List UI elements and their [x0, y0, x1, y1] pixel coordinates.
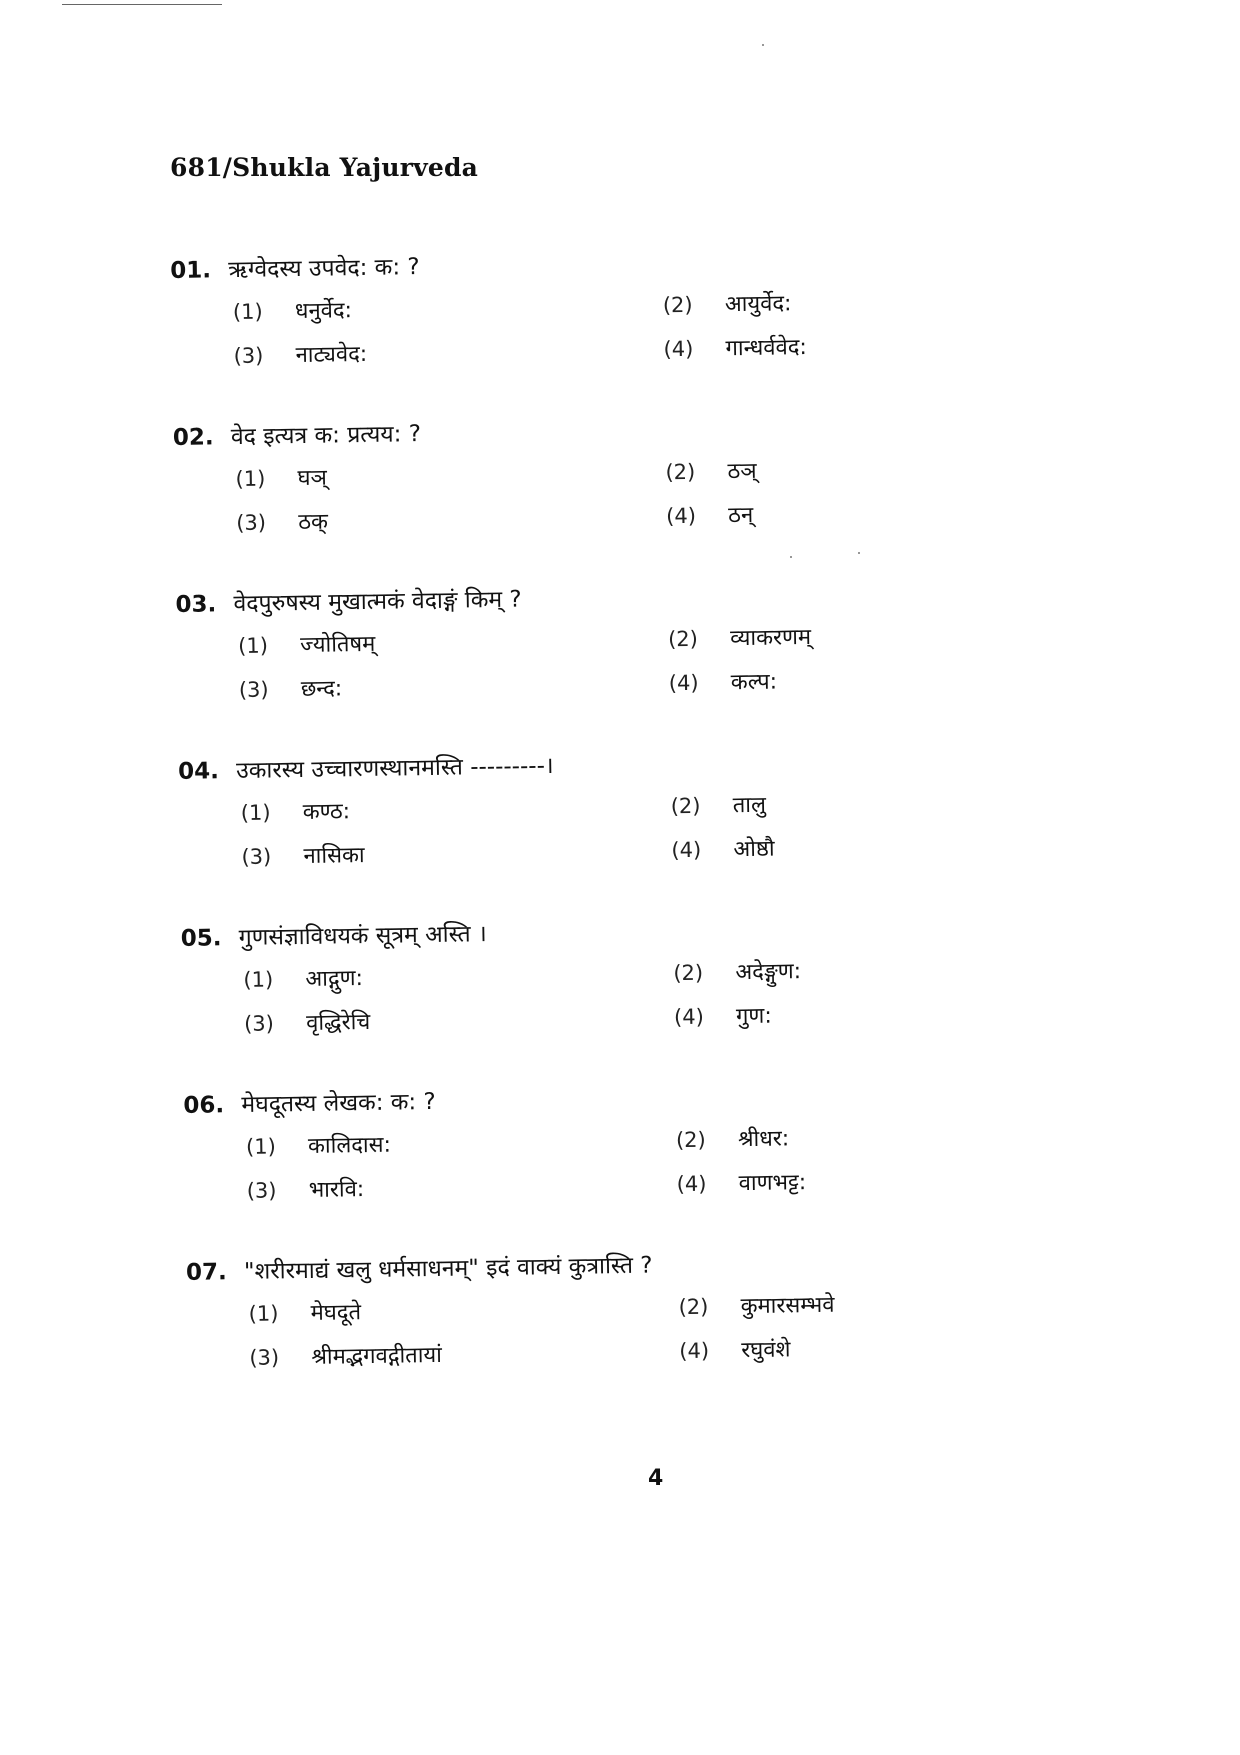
- option-text: वृद्धिरेचि: [305, 1009, 371, 1036]
- question-item: [183, 1074, 1086, 1255]
- option-4: [671, 829, 972, 878]
- question-number: 06.: [183, 1092, 225, 1119]
- options-grid: [241, 784, 1080, 885]
- question-number: 01.: [170, 257, 212, 284]
- question-text: उकारस्य उच्चारणस्थानमस्ति ---------।: [235, 753, 554, 785]
- option-number: (1): [235, 466, 266, 491]
- options-grid: [246, 1118, 1085, 1219]
- option-text: छन्द:: [300, 676, 343, 702]
- option-text: धनुर्वेद:: [294, 298, 353, 325]
- option-text: ज्योतिषम्: [299, 631, 376, 659]
- option-number: (2): [662, 292, 693, 318]
- option-4: [666, 496, 967, 545]
- option-text: ठन्: [727, 502, 754, 529]
- option-text: ठक्: [298, 509, 329, 536]
- option-number: (2): [673, 960, 704, 986]
- question-number: 02.: [172, 424, 214, 451]
- option-number: (4): [663, 336, 694, 362]
- option-number: (1): [243, 967, 274, 992]
- option-text: कुमारसम्भवे: [740, 1292, 835, 1320]
- option-2: [676, 1119, 977, 1168]
- option-text: श्रीमद्भगवद्गीतायां: [311, 1342, 443, 1370]
- option-number: (3): [233, 343, 264, 369]
- options-grid: [243, 951, 1082, 1052]
- option-text: आयुर्वेद:: [724, 291, 792, 318]
- question-text: वेदपुरुषस्य मुखात्मकं वेदाङ्गं किम् ?: [233, 586, 522, 618]
- option-number: (1): [240, 800, 271, 825]
- question-text: "शरीरमाद्यं खलु धर्मसाधनम्" इदं वाक्यं कुत्रास्ति ?: [243, 1252, 653, 1285]
- option-4: [669, 663, 970, 712]
- question-item: [186, 1241, 1089, 1422]
- option-2: [668, 619, 969, 668]
- question-text: ऋग्वेदस्य उपवेद: क: ?: [228, 254, 420, 284]
- option-4: [674, 996, 975, 1045]
- option-text: कालिदास:: [307, 1132, 392, 1159]
- paper-title: 681/Shukla Yajurveda: [170, 153, 479, 182]
- option-number: (2): [667, 626, 699, 652]
- option-1: [238, 623, 669, 674]
- option-number: (3): [249, 1345, 280, 1370]
- option-text: कण्ठ:: [302, 799, 351, 825]
- option-2: [670, 785, 971, 834]
- option-number: (2): [670, 793, 701, 819]
- option-number: (1): [248, 1301, 279, 1326]
- option-4: [676, 1163, 977, 1212]
- option-number: (2): [678, 1294, 709, 1320]
- option-text: नासिका: [303, 843, 365, 869]
- question-item: [175, 573, 1078, 754]
- question-list: [170, 239, 1088, 1422]
- option-text: वाणभट्ट:: [738, 1170, 807, 1197]
- option-4: [663, 329, 964, 378]
- question-item: [170, 239, 1073, 420]
- options-grid: [233, 283, 1072, 384]
- option-text: मेघदूते: [310, 1300, 362, 1326]
- option-text: ठञ्: [727, 458, 757, 485]
- option-text: आद्गुण:: [305, 966, 364, 992]
- option-number: (4): [673, 1004, 705, 1030]
- option-number: (4): [671, 837, 702, 863]
- question-text: वेद इत्यत्र क: प्रत्यय: ?: [230, 421, 422, 451]
- option-text: नाट्यवेद:: [295, 341, 368, 369]
- option-1: [243, 957, 674, 1008]
- option-text: श्रीधर:: [737, 1126, 790, 1153]
- option-4: [679, 1330, 980, 1379]
- question-number: 07.: [185, 1259, 227, 1286]
- option-text: गुण:: [735, 1003, 772, 1030]
- option-text: तालु: [732, 792, 767, 819]
- option-number: (3): [246, 1178, 277, 1203]
- options-grid: [248, 1285, 1087, 1386]
- option-2: [663, 285, 964, 334]
- option-text: भारवि:: [308, 1177, 365, 1203]
- option-1: [235, 456, 666, 507]
- option-number: (4): [676, 1171, 707, 1197]
- option-3: [246, 1168, 677, 1219]
- option-3: [241, 834, 672, 885]
- option-number: (3): [238, 677, 269, 702]
- option-3: [249, 1335, 680, 1386]
- option-number: (4): [668, 670, 699, 696]
- option-number: (1): [237, 633, 269, 658]
- option-2: [665, 452, 966, 501]
- option-number: (2): [665, 459, 696, 485]
- option-number: (4): [666, 503, 697, 529]
- question-number: 03.: [175, 591, 217, 618]
- option-text: अदेङ्गुण:: [735, 959, 802, 986]
- option-number: (3): [236, 510, 267, 535]
- option-number: (4): [679, 1338, 710, 1364]
- option-number: (3): [241, 844, 272, 869]
- option-text: कल्प:: [730, 669, 778, 696]
- option-1: [233, 289, 664, 340]
- scan-edge-mark: [62, 0, 222, 5]
- option-2: [678, 1286, 979, 1335]
- options-grid: [235, 450, 1074, 551]
- option-3: [244, 1001, 675, 1052]
- option-1: [241, 790, 672, 841]
- question-number: 04.: [177, 758, 220, 785]
- option-3: [236, 500, 667, 551]
- option-3: [233, 333, 664, 384]
- scan-speck: [762, 44, 764, 46]
- option-number: (2): [675, 1127, 706, 1153]
- option-text: घञ्: [297, 465, 328, 492]
- page-number: 4: [648, 1466, 664, 1491]
- option-1: [248, 1291, 679, 1342]
- option-number: (1): [232, 299, 263, 325]
- option-3: [239, 667, 670, 718]
- option-text: गान्धर्ववेद:: [725, 335, 808, 362]
- option-number: (1): [245, 1134, 276, 1159]
- option-2: [673, 952, 974, 1001]
- question-item: [180, 907, 1083, 1088]
- option-text: रघुवंशे: [741, 1337, 791, 1364]
- question-text: गुणसंज्ञाविधयकं सूत्रम् अस्ति ।: [238, 921, 487, 952]
- question-number: 05.: [180, 925, 222, 952]
- question-item: [178, 740, 1081, 921]
- option-1: [246, 1124, 677, 1175]
- options-grid: [238, 617, 1077, 718]
- question-text: मेघदूतस्य लेखक: क: ?: [241, 1088, 436, 1118]
- question-item: [173, 406, 1076, 587]
- option-text: व्याकरणम्: [729, 624, 812, 652]
- option-number: (3): [243, 1011, 275, 1036]
- option-text: ओष्ठौ: [733, 836, 775, 863]
